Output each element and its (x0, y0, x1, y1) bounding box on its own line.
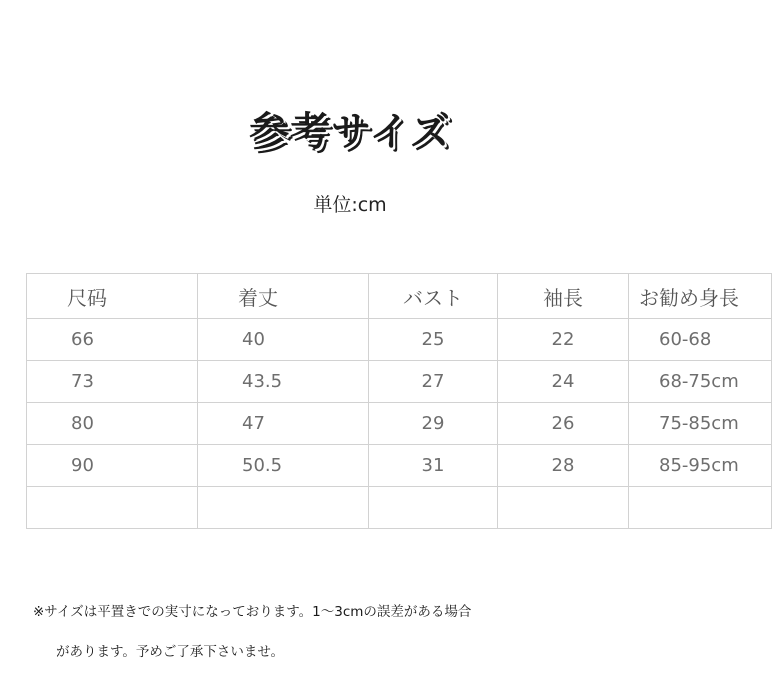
cell-size-code (27, 487, 198, 529)
cell-recommended-height: 60-68 (629, 319, 772, 361)
cell-sleeve: 28 (498, 445, 629, 487)
cell-recommended-height: 75-85cm (629, 403, 772, 445)
cell-size-code: 80 (27, 403, 198, 445)
cell-bust: 27 (369, 361, 498, 403)
cell-sleeve (498, 487, 629, 529)
cell-recommended-height: 85-95cm (629, 445, 772, 487)
header-length: 着丈 (198, 274, 369, 319)
cell-size-code: 73 (27, 361, 198, 403)
header-recommended-height: お勧め身長 (629, 274, 772, 319)
cell-bust (369, 487, 498, 529)
cell-bust: 25 (369, 319, 498, 361)
cell-sleeve: 24 (498, 361, 629, 403)
cell-bust: 31 (369, 445, 498, 487)
cell-bust: 29 (369, 403, 498, 445)
header-bust: バスト (369, 274, 498, 319)
cell-size-code: 90 (27, 445, 198, 487)
unit-label: 単位:cm (313, 194, 387, 216)
cell-length: 40 (198, 319, 369, 361)
header-size-code: 尺码 (27, 274, 198, 319)
cell-recommended-height (629, 487, 772, 529)
table-row (27, 319, 772, 361)
cell-length (198, 487, 369, 529)
table-header-row (27, 274, 772, 319)
table-row (27, 445, 772, 487)
size-note-line-2: があります。予めご了承下さいませ。 (56, 644, 285, 660)
cell-sleeve: 22 (498, 319, 629, 361)
cell-recommended-height: 68-75cm (629, 361, 772, 403)
size-table (26, 273, 772, 529)
page-title: 参考サイズ (249, 109, 451, 155)
table-row (27, 361, 772, 403)
table-row (27, 403, 772, 445)
cell-sleeve: 26 (498, 403, 629, 445)
cell-size-code: 66 (27, 319, 198, 361)
cell-length: 47 (198, 403, 369, 445)
header-sleeve: 袖長 (498, 274, 629, 319)
cell-length: 50.5 (198, 445, 369, 487)
cell-length: 43.5 (198, 361, 369, 403)
size-note-line-1: ※サイズは平置きでの実寸になっております。1～3cmの誤差がある場合 (33, 604, 472, 620)
table-row (27, 487, 772, 529)
